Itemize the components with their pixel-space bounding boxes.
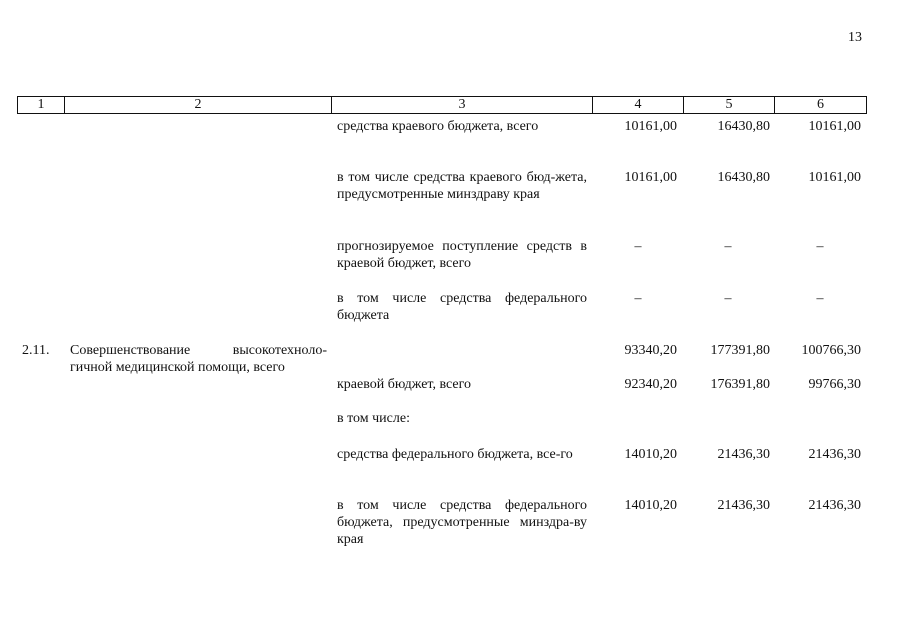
row-name: Совершенствование высокотехноло-гичной медицинской помощи, всего bbox=[70, 343, 327, 375]
row-description: в том числе средства краевого бюд-жета, предусмотренные минздраву края bbox=[337, 170, 587, 202]
row-value-col6: – bbox=[816, 239, 824, 254]
row-value-col5: – bbox=[724, 239, 732, 254]
header-col-1: 1 bbox=[18, 97, 65, 114]
row-value-col5: 177391,80 bbox=[710, 343, 770, 358]
header-row bbox=[18, 97, 867, 114]
header-col-2: 2 bbox=[65, 97, 332, 114]
row-value-col4: 10161,00 bbox=[624, 170, 677, 185]
row-value-col5: 21436,30 bbox=[717, 447, 770, 462]
row-value-col6: 21436,30 bbox=[808, 498, 861, 513]
row-value-col5: 176391,80 bbox=[710, 377, 770, 392]
row-description: в том числе средства федерального бюджета bbox=[337, 291, 587, 323]
header-col-5: 5 bbox=[684, 97, 775, 114]
row-value-col5: 16430,80 bbox=[717, 119, 770, 134]
row-value-col6: – bbox=[816, 291, 824, 306]
row-value-col5: – bbox=[724, 291, 732, 306]
row-value-col6: 21436,30 bbox=[808, 447, 861, 462]
header-col-6: 6 bbox=[775, 97, 867, 114]
header-col-3: 3 bbox=[332, 97, 593, 114]
row-description: прогнозируемое поступление средств в краевой бюджет, всего bbox=[337, 239, 587, 271]
header-col-4: 4 bbox=[593, 97, 684, 114]
row-number: 2.11. bbox=[22, 343, 50, 358]
row-value-col6: 10161,00 bbox=[808, 119, 861, 134]
row-description: краевой бюджет, всего bbox=[337, 377, 472, 392]
row-value-col4: – bbox=[634, 239, 642, 254]
row-description: в том числе: bbox=[337, 411, 410, 426]
row-value-col4: – bbox=[634, 291, 642, 306]
row-value-col5: 21436,30 bbox=[717, 498, 770, 513]
row-value-col4: 14010,20 bbox=[624, 498, 677, 513]
page-number: 13 bbox=[848, 30, 862, 45]
row-description: средства краевого бюджета, всего bbox=[337, 119, 539, 134]
row-value-col4: 93340,20 bbox=[624, 343, 677, 358]
row-value-col6: 100766,30 bbox=[801, 343, 861, 358]
row-value-col4: 14010,20 bbox=[624, 447, 677, 462]
row-value-col4: 92340,20 bbox=[624, 377, 677, 392]
row-value-col5: 16430,80 bbox=[717, 170, 770, 185]
row-description: средства федерального бюджета, все-го bbox=[337, 447, 573, 462]
row-value-col6: 10161,00 bbox=[808, 170, 861, 185]
table-header bbox=[17, 96, 867, 114]
row-value-col6: 99766,30 bbox=[808, 377, 861, 392]
row-description: в том числе средства федерального бюджета, предусмотренные минздра-ву края bbox=[337, 498, 587, 547]
row-value-col4: 10161,00 bbox=[624, 119, 677, 134]
